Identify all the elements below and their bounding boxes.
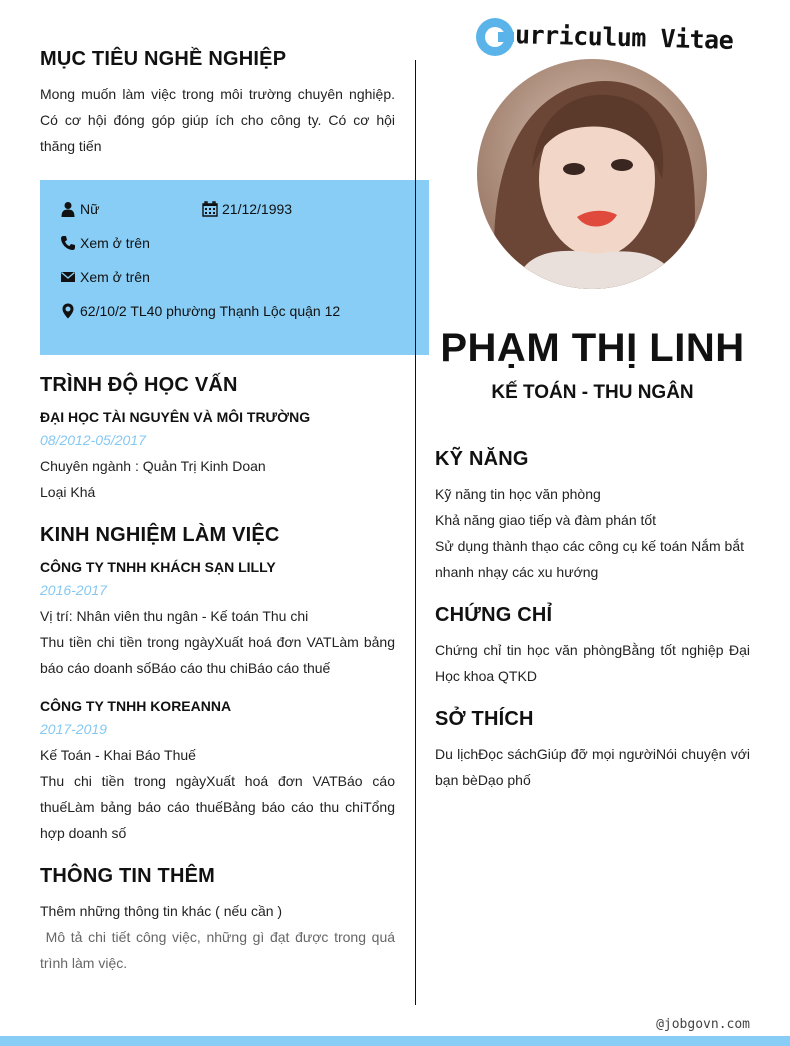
phone-icon [60,235,76,251]
mail-icon [60,269,76,285]
objective-title: MỤC TIÊU NGHỀ NGHIỆP [40,48,287,70]
job-description: Thu tiền chi tiền trong ngàyXuất hoá đơn VATLàm bảng báo cáo doanh sốBáo cáo thu chiBáo cáo thuế [40,634,395,676]
job-position: Kế Toán - Khai Báo Thuế [40,747,196,763]
job-company: CÔNG TY TNHH KHÁCH SẠN LILLY [40,559,276,575]
job-position: Vị trí: Nhân viên thu ngân - Kế toán Thu chi [40,608,309,624]
candidate-name: PHẠM THỊ LINH [440,326,745,370]
additional-line1: Thêm những thông tin khác ( nếu cần ) [40,903,283,919]
objective-text: Mong muốn làm việc trong môi trường chuyên nghiệp. Có cơ hội đóng góp giúp ích cho công ty. Có cơ hội thăng tiến [40,86,395,154]
additional-line2: Mô tả chi tiết công việc, những gì đạt được trong quá trình làm việc. [40,929,399,971]
watermark: @jobgovn.com [656,1017,750,1032]
gender-value: Nữ [80,201,100,217]
phone-value: Xem ở trên [80,235,150,251]
education-title: TRÌNH ĐỘ HỌC VẤN [40,374,238,396]
certificates-text: Chứng chỉ tin học văn phòngBằng tốt nghiệp Đại Học khoa QTKD [435,642,750,684]
skills-list [435,481,750,585]
job-description: Thu chi tiền trong ngàyXuất hoá đơn VATBáo cáo thuếLàm bảng báo cáo thuếBảng báo cáo thu chiTổng hợp doanh số [40,773,395,841]
education-grade: Loại Khá [40,484,96,500]
contact-birthday [202,201,292,217]
email-value: Xem ở trên [80,269,150,285]
calendar-icon [202,201,218,217]
contact-phone [60,235,150,251]
contact-gender [60,201,99,217]
address-value: 62/10/2 TL40 phường Thạnh Lộc quận 12 [80,303,341,319]
column-divider [415,60,416,1005]
skill-item: Khả năng giao tiếp và đàm phán tốt [435,512,657,528]
certificates-title: CHỨNG CHỈ [435,604,553,626]
skill-item: Sử dụng thành thạo các công cụ kế toán Nắm bắt nhanh nhạy các xu hướng [435,538,745,580]
job-period: 2017-2019 [40,721,107,737]
hobbies-title: SỞ THÍCH [435,708,534,730]
location-pin-icon [60,303,76,319]
additional-title: THÔNG TIN THÊM [40,865,216,887]
job-period: 2016-2017 [40,582,107,598]
contact-email [60,269,150,285]
experience-title: KINH NGHIỆM LÀM VIỆC [40,524,280,546]
candidate-role: KẾ TOÁN - THU NGÂN [491,382,694,403]
education-major: Chuyên ngành : Quản Trị Kinh Doan [40,458,266,474]
education-school: ĐẠI HỌC TÀI NGUYÊN VÀ MÔI TRƯỜNG [40,409,311,425]
education-period: 08/2012-05/2017 [40,432,146,448]
profile-photo [477,59,707,289]
logo-text: urriculum Vitae [514,19,734,55]
skill-item: Kỹ năng tin học văn phòng [435,486,601,502]
logo-c-icon [476,18,514,56]
job-company: CÔNG TY TNHH KOREANNA [40,698,232,714]
bottom-bar [0,1036,790,1046]
skills-title: KỸ NĂNG [435,448,529,470]
hobbies-text: Du lịchĐọc sáchGiúp đỡ mọi ngườiNói chuyện với bạn bèDạo phố [435,746,750,788]
contact-address [60,303,340,319]
cv-logo [476,18,733,56]
person-icon [60,201,76,217]
contact-panel [40,180,429,355]
birthday-value: 21/12/1993 [222,201,293,217]
